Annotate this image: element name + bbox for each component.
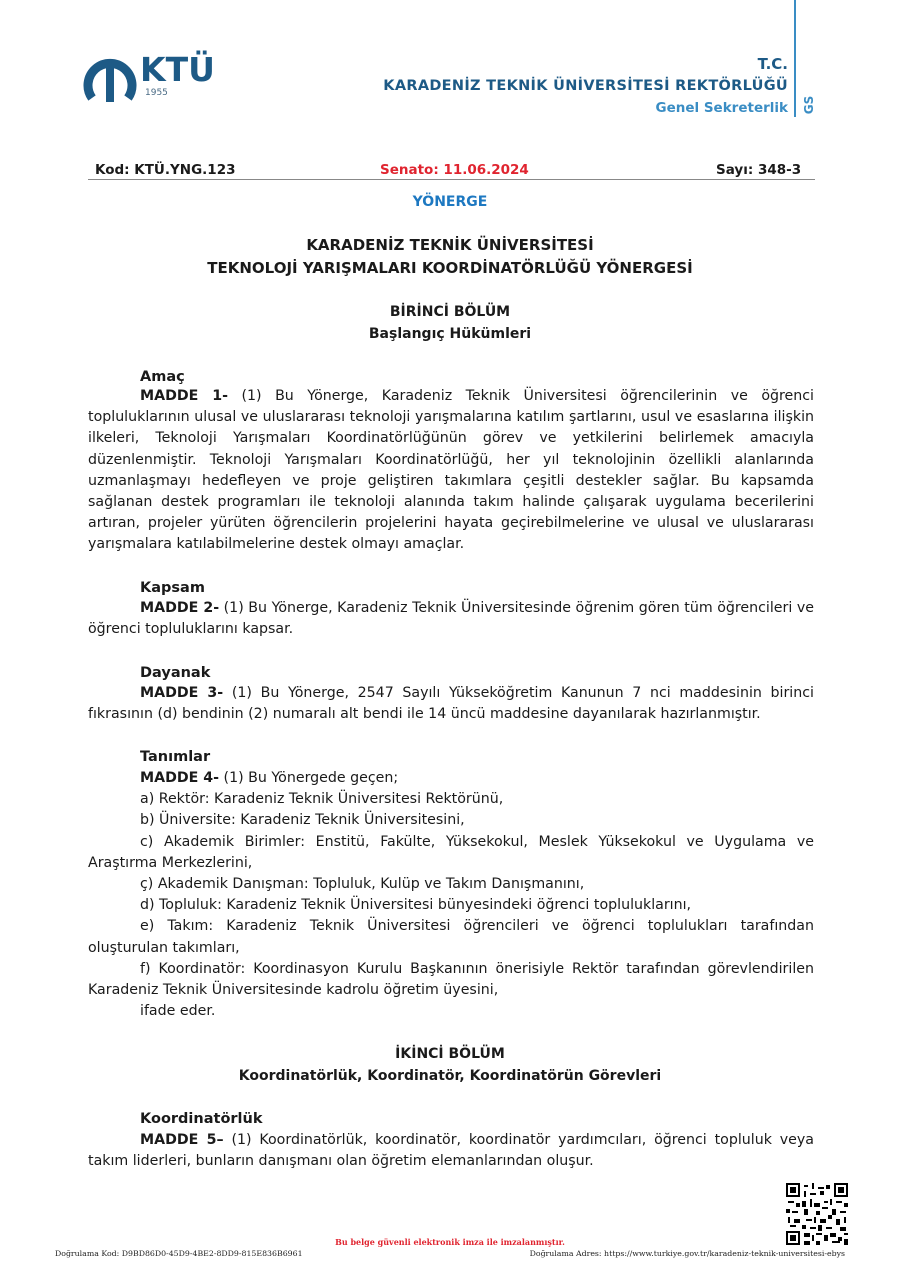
senate-date: Senato: 11.06.2024 [380, 162, 529, 178]
qr-code-icon [786, 1183, 848, 1245]
article-4-label: MADDE 4- [140, 770, 220, 786]
header-unit: Genel Sekreterlik [655, 100, 788, 116]
article-4 [88, 768, 814, 1022]
kapsam-heading: Kapsam [140, 580, 205, 596]
article-1-label: MADDE 1- [140, 388, 229, 404]
ktu-emblem-icon [82, 48, 138, 104]
verification-address: Doğrulama Adres: https://www.turkiye.gov.tr/karadeniz-teknik-universitesi-ebys [529, 1249, 845, 1258]
article-3-label: MADDE 3- [140, 685, 224, 701]
article-4-intro: (1) Bu Yönergede geçen; [219, 770, 399, 786]
document-number: Sayı: 348-3 [716, 162, 802, 178]
university-logo [82, 48, 232, 108]
definition-item: d) Topluluk: Karadeniz Teknik Üniversitesi bünyesindeki öğrenci topluluklarını, [140, 897, 692, 914]
definition-item: b) Üniversite: Karadeniz Teknik Üniversitesini, [140, 812, 465, 829]
definition-item: a) Rektör: Karadeniz Teknik Üniversitesi Rektörünü, [140, 791, 504, 808]
article-5 [88, 1130, 814, 1172]
definition-item: ç) Akademik Danışman: Topluluk, Kulüp ve Takım Danışmanını, [140, 876, 585, 893]
definition-closing: ifade eder. [140, 1003, 216, 1020]
article-5-text: (1) Koordinatörlük, koordinatör, koordinatör yardımcıları, öğrenci topluluk veya takım liderleri, bunların danışmanı olan öğretim elemanlarından oluşur. [88, 1132, 814, 1170]
verification-code: Doğrulama Kod: D9BD86D0-45D9-4BE2-8DD9-815E836B6961 [55, 1249, 303, 1258]
definition-item: c) Akademik Birimler: Enstitü, Fakülte, Yüksekokul, Meslek Yüksekokul ve Uygulama ve Araştırma Merkezlerini, [88, 833, 814, 871]
article-2-label: MADDE 2- [140, 600, 220, 616]
article-1-text: (1) Bu Yönerge, Karadeniz Teknik Üniversitesi öğrencilerinin ve öğrenci topluluklarının ulusal ve uluslararası teknoloji yarışmalarına katılım şartlarını, usul ve esaslarına ilişkin ilkeleri, Teknoloji Yarışmaları Koordinatörlüğünün görev ve yetkilerini belirlemek amacıyla düzenlenmiştir. Teknoloji Yarışmaları Koordinatörlüğü, her yıl teknolojinin özellikli alanlarında uzmanlaşmayı hedefleyen ve proje geliştiren takımlara çeşitli destekler sağlar. Bu kapsamda sağlanan destek programları ile teknoloji alanında takım halinde çalışarak uygulama becerilerini artıran, projeler yürüten öğrencilerin projelerini hayata geçirebilmelerine ve ulusal ve uluslararası yarışmalara katılabilmelerine destek olmayı amaçlar. [88, 388, 814, 553]
header-tc: T.C. [757, 55, 788, 73]
section2-subheading: Koordinatörlük, Koordinatör, Koordinatörün Görevleri [238, 1068, 662, 1084]
definition-item: f) Koordinatör: Koordinasyon Kurulu Başkanının önerisiyle Rektör tarafından görevlendirilen Karadeniz Teknik Üniversitesinde kadrolu öğretim üyesini, [88, 960, 814, 999]
section1-subheading: Başlangıç Hükümleri [368, 326, 532, 342]
logo-text: KTÜ [140, 50, 215, 89]
article-1 [88, 386, 814, 556]
article-5-label: MADDE 5– [140, 1132, 224, 1148]
header-divider [794, 0, 796, 117]
article-2-text: (1) Bu Yönerge, Karadeniz Teknik Üniversitesinde öğrenim gören tüm öğrencileri ve öğrenci topluluklarını kapsar. [88, 600, 814, 638]
meta-divider [88, 179, 815, 180]
tanimlar-heading: Tanımlar [140, 749, 211, 765]
header-university: KARADENİZ TEKNİK ÜNİVERSİTESİ REKTÖRLÜĞÜ [383, 78, 788, 94]
amac-heading: Amaç [140, 369, 185, 385]
koordinatorluk-heading: Koordinatörlük [140, 1111, 263, 1127]
title-line-1: KARADENİZ TEKNİK ÜNİVERSİTESİ [306, 236, 594, 254]
article-3-text: (1) Bu Yönerge, 2547 Sayılı Yükseköğretim Kanunun 7 nci maddesinin birinci fıkrasının (d) bendinin (2) numaralı alt bendi ile 14 üncü maddesine dayanılarak hazırlanmıştır. [88, 685, 814, 723]
section2-heading: İKİNCİ BÖLÜM [395, 1046, 505, 1062]
logo-year: 1955 [145, 88, 168, 98]
dayanak-heading: Dayanak [140, 665, 211, 681]
definition-item: e) Takım: Karadeniz Teknik Üniversitesi öğrencileri ve öğrenci toplulukları tarafından oluşturulan takımları, [88, 918, 814, 956]
title-line-2: TEKNOLOJİ YARIŞMALARI KOORDİNATÖRLÜĞÜ YÖNERGESİ [207, 259, 693, 277]
signature-note: Bu belge güvenli elektronik imza ile imzalanmıştır. [335, 1237, 565, 1247]
document-type: YÖNERGE [412, 194, 488, 210]
header-tag: GS [802, 95, 816, 115]
document-code: Kod: KTÜ.YNG.123 [95, 162, 236, 178]
article-3 [88, 683, 814, 725]
article-2 [88, 598, 814, 640]
section1-heading: BİRİNCİ BÖLÜM [389, 304, 511, 320]
